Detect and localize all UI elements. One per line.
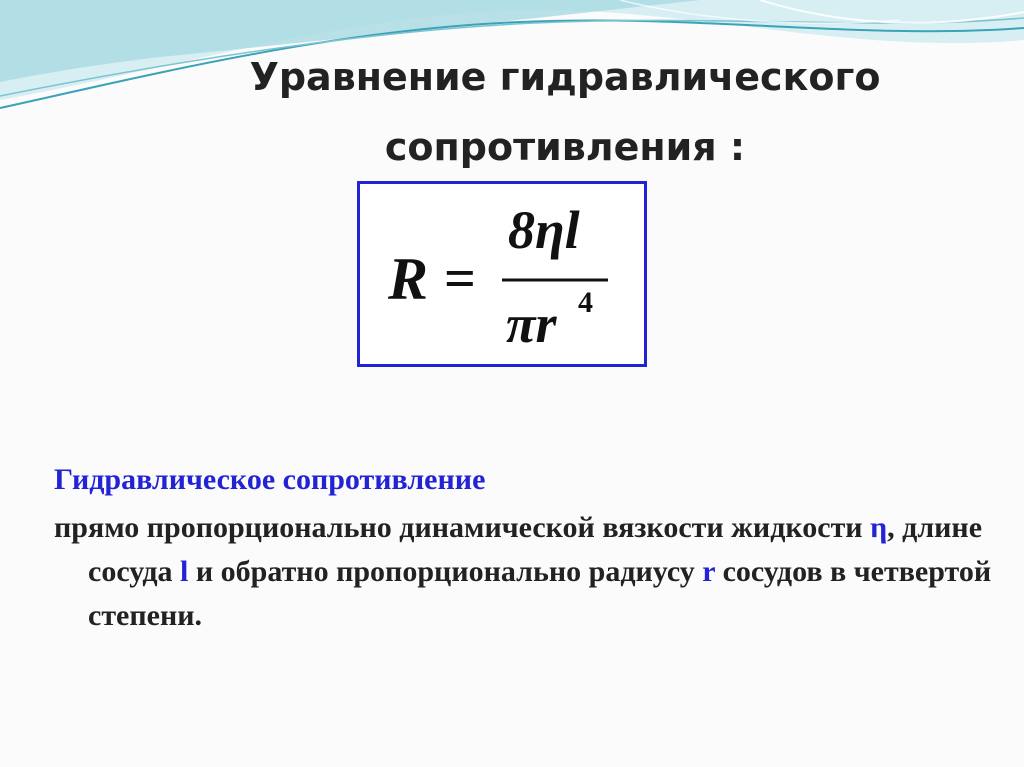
formula-box (357, 181, 647, 367)
body-text (54, 458, 1014, 638)
description-text: сосудов в четвертой степени. (88, 555, 992, 632)
formula-exponent: 4 (578, 286, 593, 319)
formula-denominator: πr (506, 294, 557, 354)
description-paragraph (54, 506, 1014, 638)
description-text: прямо пропорционально динамической вязкости жидкости (54, 511, 871, 544)
symbol-r: r (702, 555, 716, 588)
formula-numerator: 8ηl (508, 200, 580, 260)
lead-text: Гидравлическое сопротивление (54, 463, 486, 496)
formula-lhs: R (388, 246, 429, 312)
slide-title: Уравнение гидравлического сопротивления : (249, 55, 881, 169)
description-text: и обратно пропорционально радиусу (188, 555, 703, 588)
description-text: , длине сосуда (88, 511, 983, 588)
symbol-eta: η (870, 511, 888, 544)
resistance-formula (360, 184, 644, 364)
formula-equals: = (444, 248, 476, 310)
symbol-l: l (180, 555, 189, 588)
